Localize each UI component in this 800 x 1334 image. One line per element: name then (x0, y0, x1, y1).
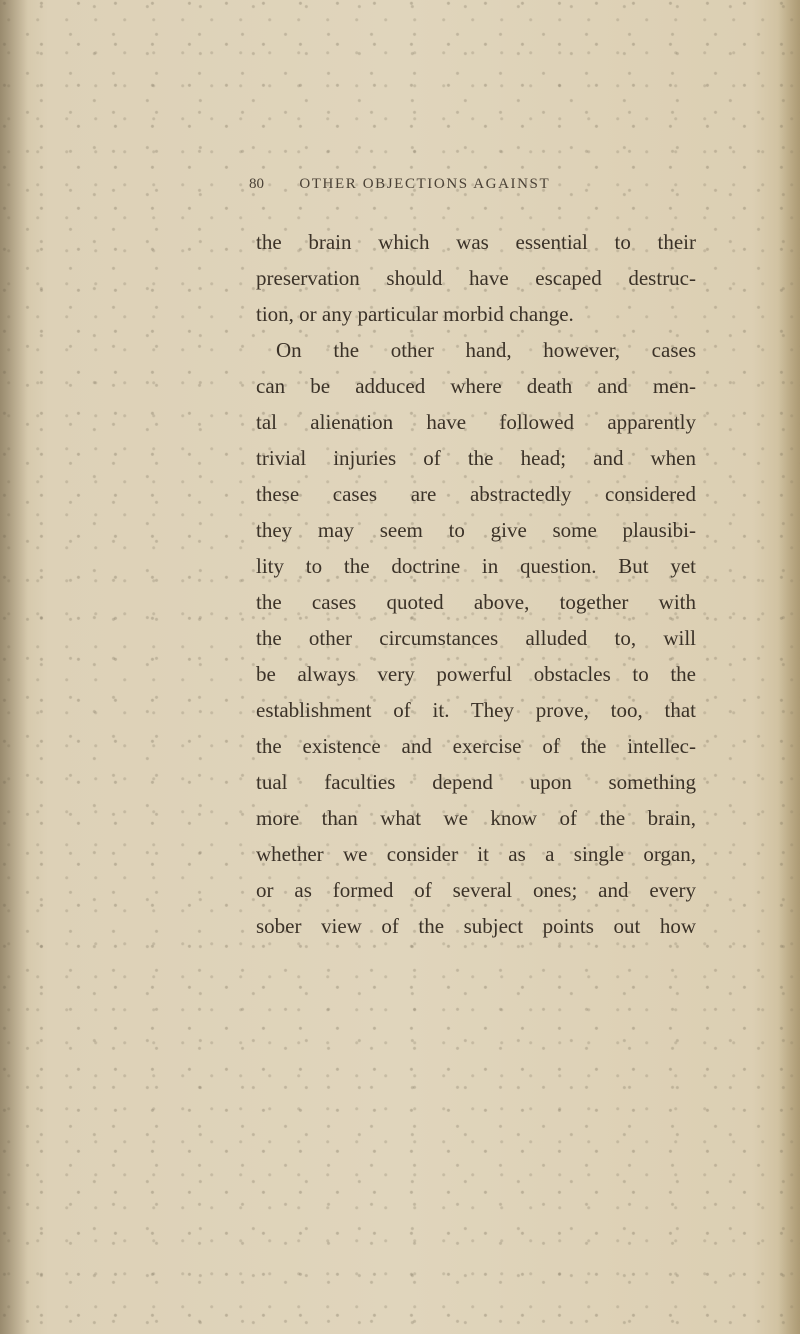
body-text (256, 224, 696, 944)
text-line: lity to the doctrine in question. But yet (256, 554, 696, 578)
text-line: tal alienation have followed apparently (256, 410, 696, 434)
text-line: establishment of it. They prove, too, that (256, 698, 696, 722)
text-line: sober view of the subject points out how (256, 914, 696, 938)
text-line: tion, or any particular morbid change. (256, 302, 574, 326)
text-line: whether we consider it as a single organ, (256, 842, 696, 866)
text-line: the cases quoted above, together with (256, 590, 696, 614)
text-line: the brain which was essential to their (256, 230, 696, 254)
page-edge-shadow (778, 0, 800, 1334)
running-head-title: OTHER OBJECTIONS AGAINST (299, 176, 551, 192)
text-line: can be adduced where death and men- (256, 374, 696, 398)
text-line: the existence and exercise of the intellec- (256, 734, 696, 758)
running-head (249, 176, 629, 198)
text-line: preservation should have escaped destruc- (256, 266, 696, 290)
text-line: they may seem to give some plausibi- (256, 518, 696, 542)
text-line: On the other hand, however, cases (276, 338, 696, 362)
text-line: be always very powerful obstacles to the (256, 662, 696, 686)
text-line: more than what we know of the brain, (256, 806, 696, 830)
text-line: tual faculties depend upon something (256, 770, 696, 794)
text-line: trivial injuries of the head; and when (256, 446, 696, 470)
text-line: these cases are abstractedly considered (256, 482, 696, 506)
text-line: the other circumstances alluded to, will (256, 626, 696, 650)
page-number: 80 (249, 176, 264, 192)
text-line: or as formed of several ones; and every (256, 878, 696, 902)
spine-shadow (0, 0, 28, 1334)
